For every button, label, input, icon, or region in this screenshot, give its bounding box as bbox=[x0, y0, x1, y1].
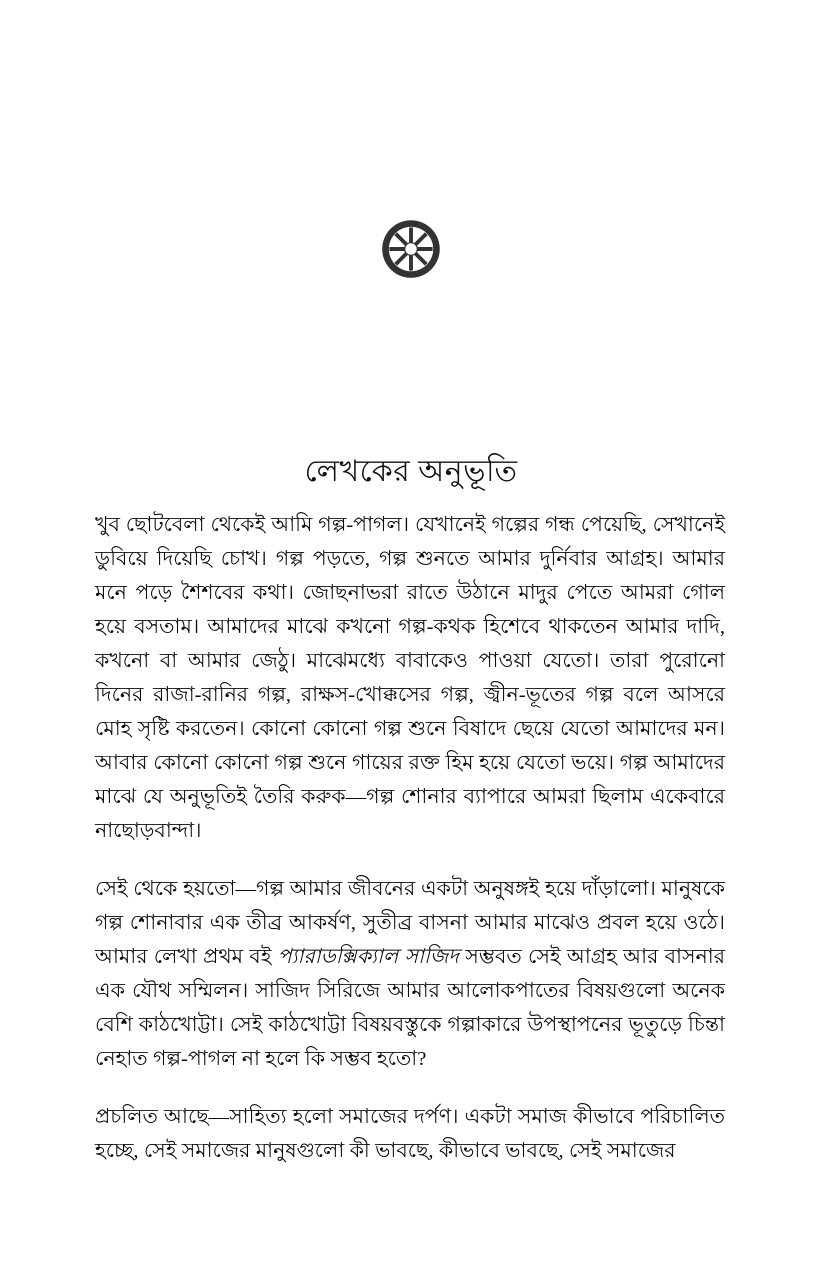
ornament-container bbox=[0, 219, 822, 279]
book-title-paradoxical-sajid: প্যারাডক্সিক্যাল সাজিদ bbox=[277, 946, 459, 968]
paragraph-2-part-2: সম্ভবত সেই আগ্রহ আর বাসনার এক যৌথ সম্মিলন। সাজিদ সিরিজে আমার আলোকপাতের বিষয়গুলো অনেক বেশি কাঠখোট্টা। সেই কাঠখোট্টা বিষয়বস্তুকে গল্পাকারে উপস্থাপনের ভূতুড়ে চিন্তা নেহাত গল্প-পাগল না হলে কি সম্ভব হতো? bbox=[95, 946, 725, 1070]
paragraph-2-part-1: সেই থেকে হয়তো—গল্প আমার জীবনের একটা অনুষঙ্গই হয়ে দাঁড়ালো। মানুষকে গল্প শোনাবার এক তীব্র আকর্ষণ, সুতীব্র বাসনা আমার মাঝেও প্রবল হয়ে ওঠে। আমার লেখা প্রথম বই bbox=[95, 878, 725, 968]
paragraph-3: প্রচলিত আছে—সাহিত্য হলো সমাজের দর্পণ। একটা সমাজ কীভাবে পরিচালিত হচ্ছে, সেই সমাজের মানুষগুলো কী ভাবছে, কীভাবে ভাবছে, সেই সমাজের bbox=[95, 1106, 725, 1162]
paragraph-2 bbox=[95, 872, 725, 1076]
wheel-ornament-icon bbox=[381, 219, 441, 279]
paragraph-1: খুব ছোটবেলা থেকেই আমি গল্প-পাগল। যেখানেই গল্পের গন্ধ পেয়েছি, সেখানেই ডুবিয়ে দিয়েছি চোখ। গল্প পড়তে, গল্প শুনতে আমার দুর্নিবার আগ্রহ। আমার মনে পড়ে শৈশবের কথা। জোছনাভরা রাতে উঠানে মাদুর পেতে আমরা গোল হয়ে বসতাম। আমাদের মাঝে কখনো গল্প-কথক হিশেবে থাকতেন আমার দাদি, কখনো বা আমার জেঠু। মাঝেমধ্যে বাবাকেও পাওয়া যেতো। তারা পুরোনো দিনের রাজা-রানির গল্প, রাক্ষস-খোক্কসের গল্প, জ্বীন-ভূতের গল্প বলে আসরে মোহ সৃষ্টি করতেন। কোনো কোনো গল্প শুনে বিষাদে ছেয়ে যেতো আমাদের মন। আবার কোনো কোনো গল্প শুনে গায়ের রক্ত হিম হয়ে যেতো ভয়ে। গল্প আমাদের মাঝে যে অনুভূতিই তৈরি করুক—গল্প শোনার ব্যাপারে আমরা ছিলাম একেবারে নাছোড়বান্দা। bbox=[95, 514, 725, 842]
body-text-block bbox=[95, 508, 725, 1168]
page-title: লেখকের অনুভূতি bbox=[304, 455, 518, 489]
